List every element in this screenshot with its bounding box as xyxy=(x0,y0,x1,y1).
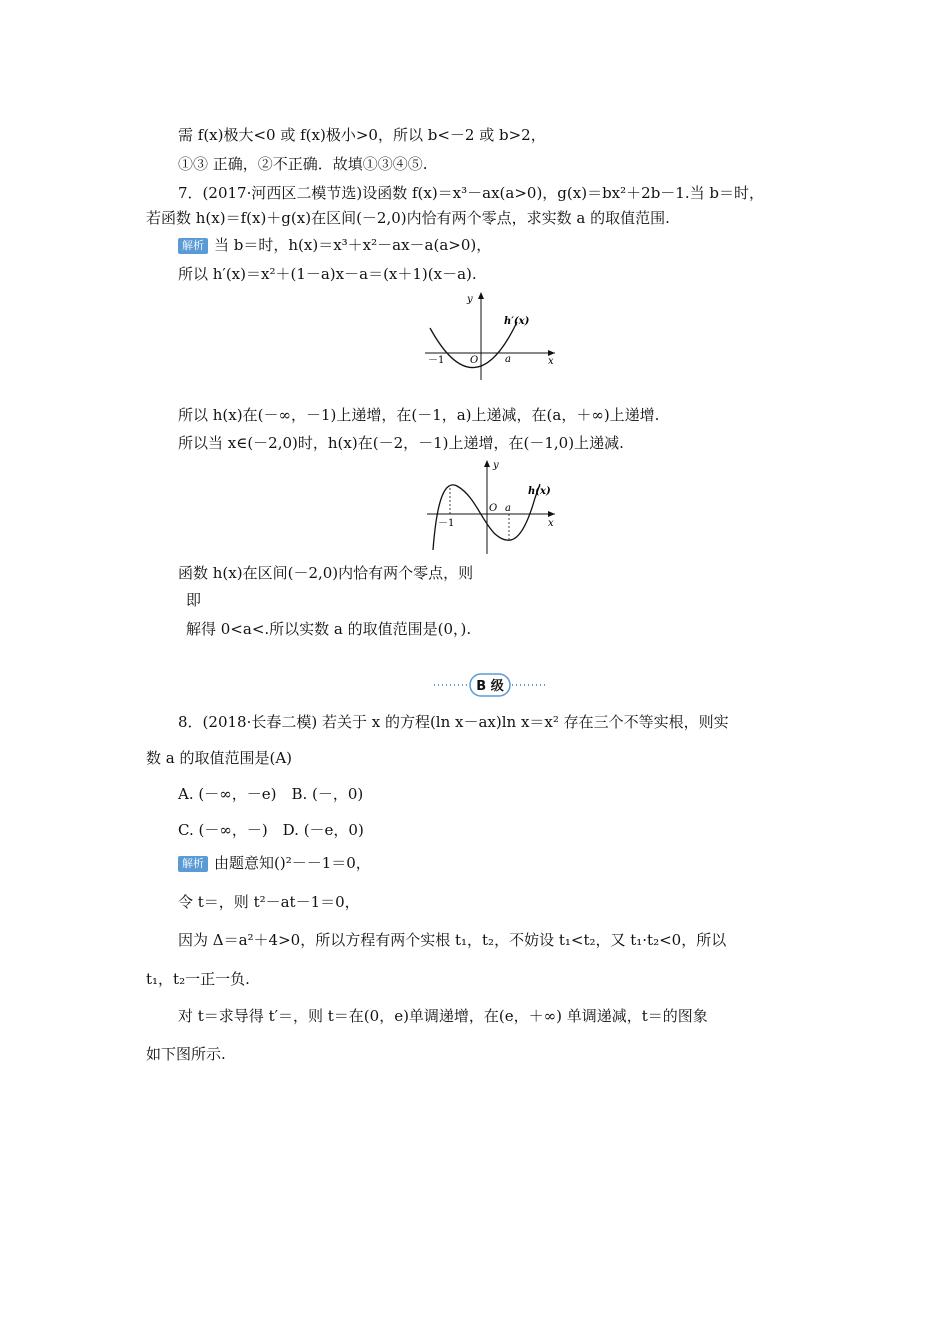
x-arrow xyxy=(548,511,555,517)
curve-label: h(x) xyxy=(528,486,551,497)
level-divider xyxy=(430,672,550,698)
y-label: y xyxy=(493,460,499,471)
analysis-tag: 解析 xyxy=(178,238,208,254)
text-line: 所以当 x∈(－2,0)时，h(x)在(－2，－1)上递增，在(－1,0)上递减. xyxy=(178,434,624,452)
cubic-graph xyxy=(425,458,560,558)
a-label: a xyxy=(505,503,511,514)
parabola-graph xyxy=(420,290,560,385)
problem-8-line: 8．(2018·长春二模) 若关于 x 的方程(ln x－ax)ln x＝x² 存在三个不等实根，则实 xyxy=(178,713,729,731)
text-line: 若函数 h(x)＝f(x)＋g(x)在区间(－2,0)内恰有两个零点，求实数 a 的取值范围. xyxy=(146,209,670,227)
y-arrow xyxy=(478,292,484,299)
a-label: a xyxy=(505,354,511,365)
text-line: 函数 h(x)在区间(－2,0)内恰有两个零点，则 xyxy=(178,564,474,582)
origin-label: O xyxy=(489,503,498,514)
problem-7-line: 7．(2017·河西区二模节选)设函数 f(x)＝x³－ax(a>0)，g(x)＝bx²＋2b－1.当 b＝时， xyxy=(178,184,764,202)
x-label: x xyxy=(548,518,554,529)
text-line: 所以 h′(x)＝x²＋(1－a)x－a＝(x＋1)(x－a). xyxy=(178,265,477,283)
text-line: 需 f(x)极大<0 或 f(x)极小>0，所以 b<－2 或 b>2， xyxy=(178,126,546,144)
minus-one-label: －1 xyxy=(438,518,455,529)
y-label: y xyxy=(467,294,473,305)
divider-label: B 级 xyxy=(476,679,504,694)
text-line: 对 t＝求导得 t′＝，则 t＝在(0，e)单调递增，在(e，＋∞) 单调递减，t＝的图象 xyxy=(178,1007,708,1025)
text-line: ①③ 正确，②不正确．故填①③④⑤. xyxy=(178,155,428,173)
text-line: 数 a 的取值范围是(A) xyxy=(146,749,293,767)
text-line: 如下图所示. xyxy=(146,1045,226,1063)
origin-label: O xyxy=(470,355,479,366)
analysis-tag: 解析 xyxy=(178,856,208,872)
text-line: 解得 0<a<.所以实数 a 的取值范围是(0，). xyxy=(186,620,472,638)
text-line: 所以 h(x)在(－∞，－1)上递增，在(－1，a)上递减，在(a，＋∞)上递增. xyxy=(178,406,660,424)
solution-line xyxy=(178,853,371,873)
text-line: 因为 Δ＝a²＋4>0，所以方程有两个实根 t₁，t₂，不妨设 t₁<t₂，又 t₁·t₂<0，所以 xyxy=(178,931,727,949)
text-line: 令 t＝，则 t²－at－1＝0， xyxy=(178,893,360,911)
y-arrow xyxy=(484,460,490,467)
curve-label: h′(x) xyxy=(504,316,530,327)
x-label: x xyxy=(548,356,554,367)
text-span: 当 b＝时，h(x)＝x³＋x²－ax－a(a>0)， xyxy=(214,236,492,254)
solution-line xyxy=(178,235,491,255)
text-span: 由题意知()²－－1＝0， xyxy=(214,854,371,872)
minus-one-label: －1 xyxy=(428,355,445,366)
text-line: 即 xyxy=(186,591,202,609)
option-line: A. (－∞，－e) B. (－，0) xyxy=(178,785,364,803)
text-line: t₁，t₂一正一负. xyxy=(146,970,250,988)
option-line: C. (－∞，－) D. (－e，0) xyxy=(178,821,364,839)
